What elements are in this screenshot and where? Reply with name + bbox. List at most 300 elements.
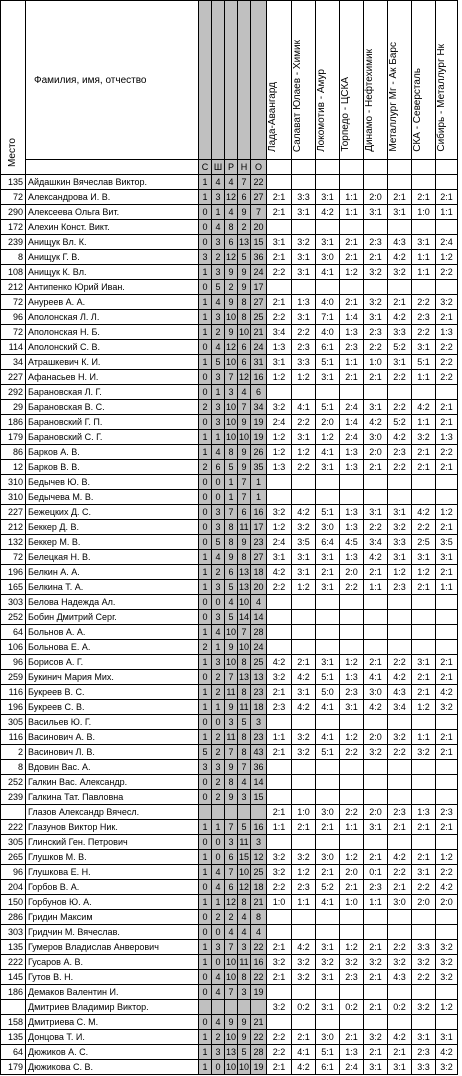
score-cell: 3:0 [316, 250, 340, 265]
stat-cell: 9 [238, 205, 251, 220]
score-cell: 3:1 [364, 1060, 388, 1075]
score-cell [388, 175, 412, 190]
stat-cell: 4 [212, 550, 225, 565]
score-cell: 1:3 [436, 430, 458, 445]
score-cell [316, 775, 340, 790]
stat-cell: 9 [225, 1015, 238, 1030]
score-cell [364, 175, 388, 190]
score-cell: 3:1 [292, 250, 316, 265]
score-cell [340, 790, 364, 805]
stat-cell: 0 [199, 970, 212, 985]
score-cell: 4:1 [316, 445, 340, 460]
stat-cell: 3 [212, 940, 225, 955]
place-cell: 172 [1, 220, 26, 235]
score-cell: 3:2 [316, 955, 340, 970]
score-cell: 2:4 [340, 400, 364, 415]
score-cell: 3:2 [436, 970, 458, 985]
score-cell [436, 475, 458, 490]
score-cell: 2:0 [340, 865, 364, 880]
stat-cell: 8 [225, 220, 238, 235]
stat-cell: 1 [199, 580, 212, 595]
name-cell: Алехин Конст. Викт. [26, 220, 199, 235]
stat-cell: 6 [238, 355, 251, 370]
header-row [1, 1, 458, 160]
stat-cell: 4 [212, 295, 225, 310]
score-cell [316, 610, 340, 625]
stat-cell: 9 [238, 460, 251, 475]
score-cell: 4:1 [292, 1045, 316, 1060]
table-row [1, 445, 458, 460]
stat-cell: 3 [225, 715, 238, 730]
stat-cell: 1 [199, 850, 212, 865]
stat-cell: 1 [199, 685, 212, 700]
score-cell: 3:2 [267, 505, 292, 520]
stat-cell: 8 [238, 970, 251, 985]
fio-header-spacer [26, 160, 199, 175]
stat-cell: 18 [251, 565, 267, 580]
stat-cell: 4 [212, 445, 225, 460]
stat-cell: 21 [251, 325, 267, 340]
score-cell: 4:2 [316, 205, 340, 220]
score-cell: 3:3 [292, 190, 316, 205]
stat-cell: 0 [199, 595, 212, 610]
score-cell: 2:1 [316, 865, 340, 880]
stat-cell: 1 [212, 820, 225, 835]
score-cell [340, 490, 364, 505]
score-header-spacer [388, 160, 412, 175]
score-cell [364, 925, 388, 940]
stat-cell: 12 [238, 880, 251, 895]
table-row [1, 1015, 458, 1030]
score-cell: 2:2 [436, 340, 458, 355]
score-cell [364, 385, 388, 400]
score-cell: 2:1 [364, 460, 388, 475]
score-cell [412, 760, 436, 775]
stat-cell: 19 [251, 985, 267, 1000]
score-cell: 3:3 [292, 355, 316, 370]
score-cell [364, 280, 388, 295]
score-cell [292, 640, 316, 655]
score-cell [364, 910, 388, 925]
score-cell [292, 715, 316, 730]
stat-cell: 1 [199, 895, 212, 910]
score-cell [316, 985, 340, 1000]
stat-cell: 0 [212, 850, 225, 865]
stat-cell: 36 [251, 760, 267, 775]
table-row [1, 475, 458, 490]
stat-cell: 3 [212, 610, 225, 625]
stat-cell: 5 [225, 580, 238, 595]
score-cell [388, 610, 412, 625]
score-cell [316, 175, 340, 190]
score-cell: 6:4 [316, 535, 340, 550]
score-cell: 4:3 [388, 235, 412, 250]
stat-cell: 7 [225, 505, 238, 520]
score-cell: 2:2 [436, 355, 458, 370]
table-row [1, 970, 458, 985]
stat-cell: 10 [225, 655, 238, 670]
score-cell: 3:2 [364, 955, 388, 970]
score-cell: 1:3 [340, 1045, 364, 1060]
stat-cell: 19 [251, 430, 267, 445]
score-cell: 1:2 [412, 565, 436, 580]
score-cell [388, 835, 412, 850]
score-cell [316, 595, 340, 610]
stat-cell: 1 [212, 700, 225, 715]
score-cell [412, 925, 436, 940]
stat-cell: 8 [225, 445, 238, 460]
name-cell: Букинич Мария Мих. [26, 670, 199, 685]
stat-cell: 0 [199, 925, 212, 940]
table-row [1, 820, 458, 835]
score-cell [436, 715, 458, 730]
score-cell: 3:1 [316, 970, 340, 985]
stat-cell: 6 [225, 880, 238, 895]
score-cell: 2:1 [292, 820, 316, 835]
place-cell: 116 [1, 730, 26, 745]
score-cell: 2:4 [436, 235, 458, 250]
score-cell [364, 625, 388, 640]
name-cell: Бежецких Д. С. [26, 505, 199, 520]
stat-cell [238, 805, 251, 820]
stat-cell: 1 [212, 205, 225, 220]
score-cell: 3:0 [316, 520, 340, 535]
score-cell [292, 220, 316, 235]
score-cell: 2:1 [340, 1030, 364, 1045]
stat-cell: 0 [199, 235, 212, 250]
stat-cell: 5 [199, 745, 212, 760]
score-cell [388, 715, 412, 730]
stat-cell: 11 [238, 955, 251, 970]
score-cell: 3:1 [436, 550, 458, 565]
stat-cell: 3 [225, 835, 238, 850]
score-cell: 2:1 [436, 310, 458, 325]
stat-cell: 10 [238, 325, 251, 340]
score-cell: 2:2 [267, 1030, 292, 1045]
score-cell: 2:2 [388, 370, 412, 385]
game-header: Динамо - Нефтехимик [364, 1, 388, 160]
table-row [1, 745, 458, 760]
score-cell: 2:1 [364, 940, 388, 955]
stat-cell: 0 [212, 835, 225, 850]
stat-cell: 13 [225, 1045, 238, 1060]
stat-cell: 2 [212, 1030, 225, 1045]
score-cell: 3:2 [436, 940, 458, 955]
score-cell: 3:2 [292, 850, 316, 865]
score-cell: 2:1 [267, 685, 292, 700]
stat-cell: 10 [225, 355, 238, 370]
place-cell: 12 [1, 460, 26, 475]
name-cell: Глушков М. В. [26, 850, 199, 865]
score-cell: 2:1 [340, 370, 364, 385]
score-cell: 4:2 [292, 670, 316, 685]
score-cell [292, 775, 316, 790]
score-cell: 1:2 [292, 445, 316, 460]
score-cell: 3:2 [388, 520, 412, 535]
table-row [1, 280, 458, 295]
score-cell: 2:1 [340, 235, 364, 250]
name-cell: Ануреев А. А. [26, 295, 199, 310]
score-cell: 2:1 [436, 745, 458, 760]
stat-cell: 7 [238, 625, 251, 640]
stat-cell: 3 [199, 250, 212, 265]
stat-cell: 8 [238, 730, 251, 745]
stat-cell: 0 [212, 490, 225, 505]
stat-cell: 36 [251, 250, 267, 265]
table-row [1, 925, 458, 940]
stat-cell: 25 [251, 310, 267, 325]
score-cell: 2:4 [267, 415, 292, 430]
stat-cell: 0 [199, 385, 212, 400]
score-cell: 2:1 [412, 190, 436, 205]
table-row [1, 595, 458, 610]
table-row [1, 835, 458, 850]
score-cell: 5:1 [316, 505, 340, 520]
place-cell: 196 [1, 565, 26, 580]
stat-cell: 7 [238, 760, 251, 775]
stat-cell: 2 [212, 565, 225, 580]
score-cell: 2:2 [364, 340, 388, 355]
score-cell: 1:3 [267, 460, 292, 475]
score-cell: 2:3 [292, 880, 316, 895]
table-row [1, 355, 458, 370]
stat-cell: 2 [212, 250, 225, 265]
table-row [1, 880, 458, 895]
score-cell: 2:1 [340, 250, 364, 265]
score-cell [340, 910, 364, 925]
score-cell: 2:2 [267, 265, 292, 280]
stat-cell: 0 [199, 880, 212, 895]
score-cell [388, 490, 412, 505]
score-cell: 3:1 [316, 460, 340, 475]
stat-header-blank [225, 1, 238, 160]
score-cell [292, 475, 316, 490]
table-row [1, 955, 458, 970]
stat-cell: 0 [212, 715, 225, 730]
score-cell: 2:1 [388, 190, 412, 205]
score-cell [340, 475, 364, 490]
score-cell: 3:1 [316, 370, 340, 385]
table-row [1, 865, 458, 880]
stat-cell: 10 [238, 865, 251, 880]
place-cell: 265 [1, 850, 26, 865]
score-cell [388, 790, 412, 805]
stat-cell: 1 [199, 550, 212, 565]
score-cell: 2:2 [388, 865, 412, 880]
score-cell: 3:1 [388, 550, 412, 565]
score-cell [364, 220, 388, 235]
stat-cell: 4 [251, 595, 267, 610]
stat-header-blank [238, 1, 251, 160]
stat-cell: 17 [251, 520, 267, 535]
score-cell: 7:1 [316, 310, 340, 325]
stat-cell: 2 [212, 685, 225, 700]
score-cell: 1:1 [340, 205, 364, 220]
score-cell [364, 985, 388, 1000]
score-cell: 2:0 [340, 565, 364, 580]
place-cell: 72 [1, 325, 26, 340]
stat-cell: 2 [212, 790, 225, 805]
stat-cell: 19 [251, 1060, 267, 1075]
stat-cell: 12 [225, 250, 238, 265]
stat-cell: 2 [225, 910, 238, 925]
score-cell [316, 280, 340, 295]
place-cell: 310 [1, 475, 26, 490]
stat-cell: 0 [199, 475, 212, 490]
stat-cell [225, 805, 238, 820]
score-cell: 3:0 [364, 685, 388, 700]
score-cell: 1:0 [267, 895, 292, 910]
name-cell: Бедычева М. В. [26, 490, 199, 505]
stat-cell: 16 [251, 505, 267, 520]
game-header: СКА - Северсталь [412, 1, 436, 160]
stat-cell: 13 [238, 565, 251, 580]
table-row [1, 670, 458, 685]
place-cell: 196 [1, 700, 26, 715]
place-cell: 114 [1, 340, 26, 355]
score-cell: 3:1 [412, 235, 436, 250]
game-header: Сибирь - Металлург Нк [436, 1, 458, 160]
score-cell: 2:1 [436, 460, 458, 475]
name-cell: Александрова И. В. [26, 190, 199, 205]
score-cell [340, 175, 364, 190]
name-cell: Аполонская Н. Б. [26, 325, 199, 340]
score-cell: 3:2 [412, 1000, 436, 1015]
stat-cell: 1 [199, 700, 212, 715]
stat-cell: 0 [199, 490, 212, 505]
score-cell: 2:1 [412, 685, 436, 700]
stat-cell: 9 [225, 295, 238, 310]
score-cell: 1:1 [412, 730, 436, 745]
game-header: Локомотив - Амур [316, 1, 340, 160]
score-cell: 2:1 [412, 850, 436, 865]
score-cell [388, 925, 412, 940]
score-cell: 2:2 [388, 940, 412, 955]
stat-cell: 0 [199, 985, 212, 1000]
stat-cell: 4 [212, 1015, 225, 1030]
name-cell: Донцова Т. И. [26, 1030, 199, 1045]
score-cell: 3:1 [364, 310, 388, 325]
stat-cell: 4 [225, 175, 238, 190]
score-cell [292, 595, 316, 610]
score-cell: 2:3 [292, 340, 316, 355]
score-cell: 4:2 [364, 700, 388, 715]
score-cell: 5:2 [316, 880, 340, 895]
stat-cell: 8 [238, 295, 251, 310]
score-cell [267, 610, 292, 625]
stat-cell: 12 [225, 190, 238, 205]
stat-cell: 24 [251, 265, 267, 280]
score-cell [412, 595, 436, 610]
stat-cell: 10 [238, 430, 251, 445]
score-cell: 1:0 [340, 895, 364, 910]
score-cell: 2:0 [436, 895, 458, 910]
stat-cell: 1 [199, 955, 212, 970]
stat-cell: 8 [238, 550, 251, 565]
stat-cell: 3 [212, 580, 225, 595]
score-cell: 5:0 [316, 685, 340, 700]
score-cell [436, 625, 458, 640]
stat-letter: Ш [212, 160, 225, 175]
score-cell: 4:2 [388, 310, 412, 325]
stat-cell: 13 [238, 235, 251, 250]
stat-cell: 9 [225, 760, 238, 775]
score-cell: 2:1 [436, 415, 458, 430]
score-cell: 2:0 [364, 190, 388, 205]
place-cell: 290 [1, 205, 26, 220]
stat-cell: 3 [238, 985, 251, 1000]
place-cell: 132 [1, 535, 26, 550]
score-cell: 2:2 [267, 310, 292, 325]
stat-cell: 4 [238, 910, 251, 925]
score-cell [340, 1015, 364, 1030]
score-cell [292, 925, 316, 940]
place-cell: 135 [1, 175, 26, 190]
stat-cell: 16 [251, 370, 267, 385]
place-cell: 150 [1, 895, 26, 910]
stat-cell: 4 [225, 925, 238, 940]
score-cell: 3:5 [292, 535, 316, 550]
name-cell: Дюжиков А. С. [26, 1045, 199, 1060]
table-row [1, 535, 458, 550]
score-cell: 1:1 [267, 730, 292, 745]
table-row [1, 550, 458, 565]
stat-cell: 9 [225, 640, 238, 655]
place-cell: 108 [1, 265, 26, 280]
score-cell: 4:2 [292, 1060, 316, 1075]
score-cell [267, 715, 292, 730]
place-cell: 179 [1, 1060, 26, 1075]
stat-cell: 1 [199, 1030, 212, 1045]
place-cell: 305 [1, 835, 26, 850]
score-cell: 2:0 [364, 805, 388, 820]
score-cell: 1:1 [412, 370, 436, 385]
score-cell [267, 220, 292, 235]
name-cell: Гутов В. Н. [26, 970, 199, 985]
score-cell: 2:1 [364, 970, 388, 985]
score-cell: 4:2 [436, 880, 458, 895]
table-row [1, 655, 458, 670]
score-cell: 3:1 [388, 505, 412, 520]
score-cell: 2:3 [412, 1045, 436, 1060]
score-cell: 3:1 [316, 1000, 340, 1015]
score-cell: 5:1 [316, 355, 340, 370]
score-cell [316, 475, 340, 490]
place-cell: 179 [1, 430, 26, 445]
table-row [1, 295, 458, 310]
table-row [1, 415, 458, 430]
stat-cell: 0 [199, 775, 212, 790]
name-cell: Аполонский С. В. [26, 340, 199, 355]
table-row [1, 235, 458, 250]
score-cell: 2:2 [292, 325, 316, 340]
score-cell: 2:1 [436, 670, 458, 685]
stat-cell [199, 1000, 212, 1015]
score-cell: 2:1 [364, 565, 388, 580]
name-cell: Антипенко Юрий Иван. [26, 280, 199, 295]
score-cell: 2:2 [436, 370, 458, 385]
score-cell: 1:1 [340, 190, 364, 205]
table-row [1, 190, 458, 205]
name-cell: Больнова Е. А. [26, 640, 199, 655]
score-cell: 2:3 [388, 580, 412, 595]
place-cell: 212 [1, 520, 26, 535]
standings-body [1, 175, 458, 1075]
place-cell: 2 [1, 745, 26, 760]
place-cell: 303 [1, 595, 26, 610]
stat-cell: 23 [251, 730, 267, 745]
score-cell [267, 925, 292, 940]
